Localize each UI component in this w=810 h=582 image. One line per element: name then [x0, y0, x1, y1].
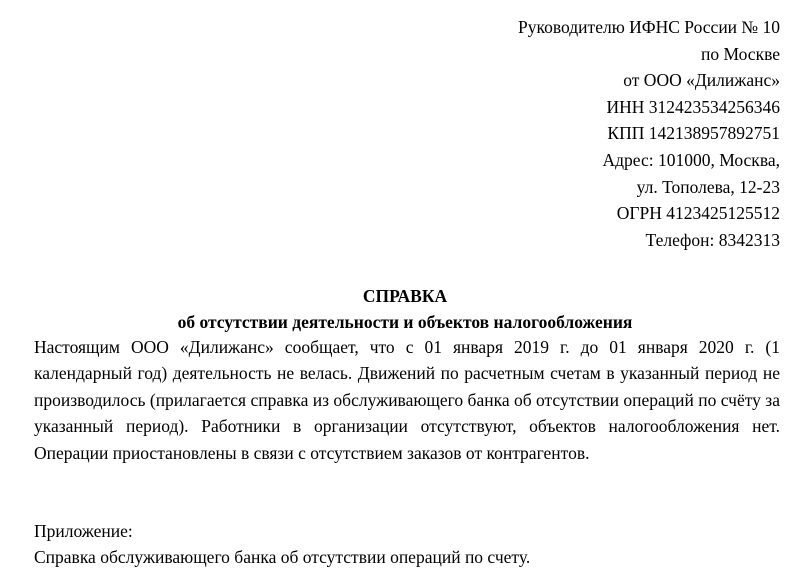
attachment-item: Справка обслуживающего банка об отсутствии операций по счету. [34, 547, 531, 567]
addressee-block [518, 14, 780, 253]
addressee-line: ОГРН 4123425125512 [616, 203, 780, 224]
addressee-line: от ООО «Дилижанс» [623, 70, 780, 91]
addressee-line: Телефон: 8342313 [645, 229, 780, 250]
document-title: СПРАВКА [362, 286, 448, 306]
document-body: Настоящим ООО «Дилижанс» сообщает, что с 01 января 2019 г. до 01 января 2020 г. (1 календарный год) деятельность не велась. Движений по расчетным счетам в указанный период не производилось (прилагается справка из обслуживающего банка об отсутствии операций по счёту за указанный период). Работники в организации отсутствуют, объектов налогообложения нет. Операции приостановлены в связи с отсутствием заказов от контрагентов. [34, 337, 780, 463]
addressee-line: ИНН 312423534256346 [606, 96, 780, 117]
document-subtitle: об отсутствии деятельности и объектов налогообложения [177, 312, 633, 332]
addressee-line: КПП 142138957892751 [607, 123, 780, 144]
addressee-line: Руководителю ИФНС России № 10 [518, 17, 780, 37]
addressee-line: Адрес: 101000, Москва, [602, 149, 780, 170]
attachment-heading: Приложение: [34, 521, 133, 541]
addressee-line: ул. Тополева, 12-23 [636, 176, 780, 197]
addressee-line: по Москве [701, 43, 780, 64]
